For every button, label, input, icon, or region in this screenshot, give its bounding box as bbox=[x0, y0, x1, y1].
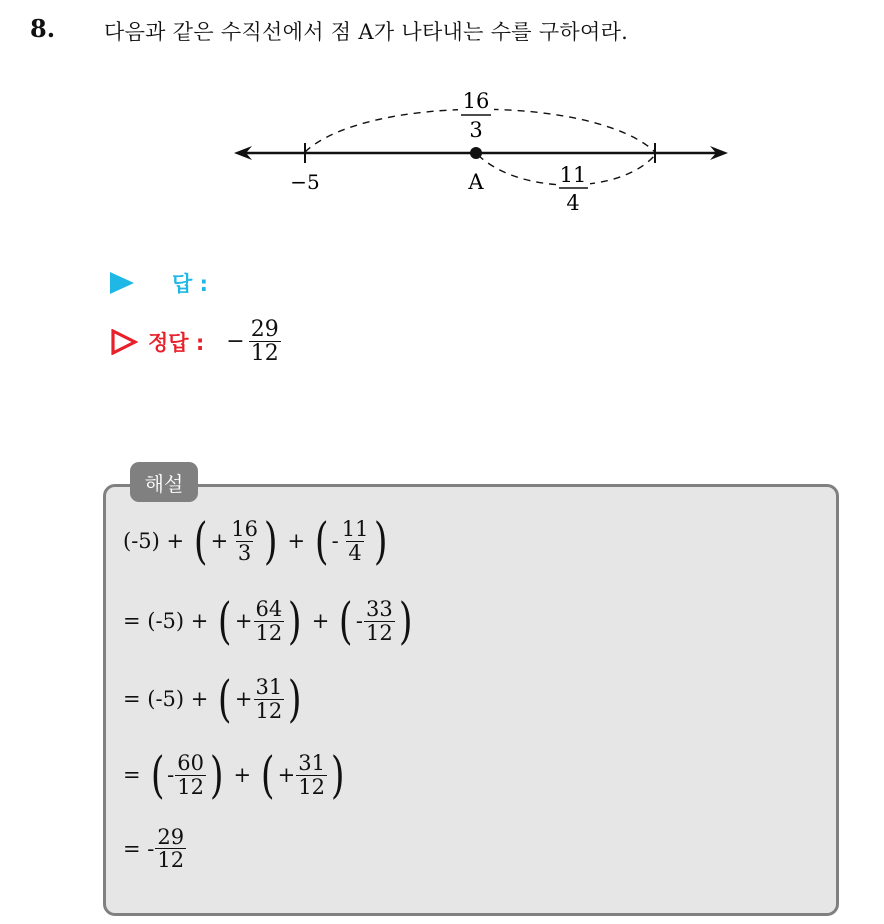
solid-triangle-icon bbox=[110, 272, 134, 294]
label-point-a: A bbox=[468, 170, 484, 194]
bottom-frac-den: 4 bbox=[566, 191, 580, 215]
l4-b-num: 60 bbox=[177, 751, 204, 776]
l2-c-sign: - bbox=[355, 609, 363, 633]
l3-lead: = (-5) + bbox=[123, 687, 209, 711]
l4-c-num: 31 bbox=[298, 751, 325, 776]
l3-b-den: 12 bbox=[255, 698, 283, 723]
l4-c-sign: + bbox=[277, 763, 296, 787]
answer-row bbox=[110, 268, 208, 298]
l2-b-sign: + bbox=[234, 609, 253, 633]
answer-label: 답 : bbox=[172, 272, 208, 296]
answer-num: 29 bbox=[250, 317, 279, 342]
solution-line-1: (-5) + ( + $\frac{16}{3}$ ) + ( - $\frac{11}{4}$ ) bbox=[123, 512, 389, 570]
correct-answer-value bbox=[226, 318, 281, 365]
l4-b-sign: - bbox=[167, 763, 175, 787]
solution-line-3: = (-5) + ( + $\frac{31}{12}$ ) bbox=[123, 670, 302, 728]
question-number: 8. bbox=[30, 14, 56, 43]
l1-b-den: 3 bbox=[237, 540, 252, 565]
l2-lead: = (-5) + bbox=[123, 609, 209, 633]
top-frac-num: 16 bbox=[462, 89, 490, 113]
l2-b-den: 12 bbox=[255, 620, 283, 645]
l2-plus: + bbox=[311, 609, 330, 633]
solution-line-2: = (-5) + ( + $\frac{64}{12}$ ) + ( - $\frac{33}{12}$ ) bbox=[123, 592, 413, 650]
l4-b-den: 12 bbox=[177, 774, 204, 799]
l2-c-den: 12 bbox=[366, 620, 393, 645]
l1-b-sign: + bbox=[210, 529, 229, 553]
solution-line-4: = ( - $\frac{60}{12}$ ) + ( + $\frac{31}{12}$ ) bbox=[123, 746, 345, 804]
solution-line-5 bbox=[123, 826, 187, 871]
l1-lead: (-5) + bbox=[123, 529, 185, 553]
l2-c-num: 33 bbox=[366, 597, 393, 622]
l1-c-num: 11 bbox=[341, 517, 369, 542]
solution-tab: 해설 bbox=[130, 462, 198, 502]
l5-num: 29 bbox=[157, 825, 185, 849]
l4-plus: + bbox=[233, 763, 252, 787]
correct-answer-row bbox=[110, 318, 282, 365]
l1-c-sign: - bbox=[331, 529, 339, 553]
label-minus-five: −5 bbox=[290, 170, 320, 194]
number-line-diagram bbox=[0, 0, 884, 240]
question-text: 다음과 같은 수직선에서 점 A가 나타내는 수를 구하여라. bbox=[104, 20, 629, 44]
bottom-frac-num: 11 bbox=[559, 163, 587, 187]
answer-sign: − bbox=[226, 329, 245, 355]
l1-b-num: 16 bbox=[231, 517, 258, 542]
answer-fraction bbox=[249, 318, 281, 365]
l5-lead: = - bbox=[123, 836, 155, 861]
outline-triangle-icon bbox=[110, 329, 138, 355]
top-frac-den: 3 bbox=[469, 118, 483, 142]
l3-b-num: 31 bbox=[255, 675, 283, 700]
l2-b-num: 64 bbox=[255, 597, 283, 622]
l5-den: 12 bbox=[157, 848, 185, 873]
l4-lead: = bbox=[123, 763, 141, 787]
l4-c-den: 12 bbox=[298, 774, 325, 799]
correct-answer-label: 정답 : bbox=[148, 330, 205, 355]
l3-b-sign: + bbox=[234, 687, 253, 711]
l1-plus: + bbox=[287, 529, 306, 553]
l1-c-den: 4 bbox=[348, 540, 362, 565]
answer-den: 12 bbox=[250, 341, 279, 367]
